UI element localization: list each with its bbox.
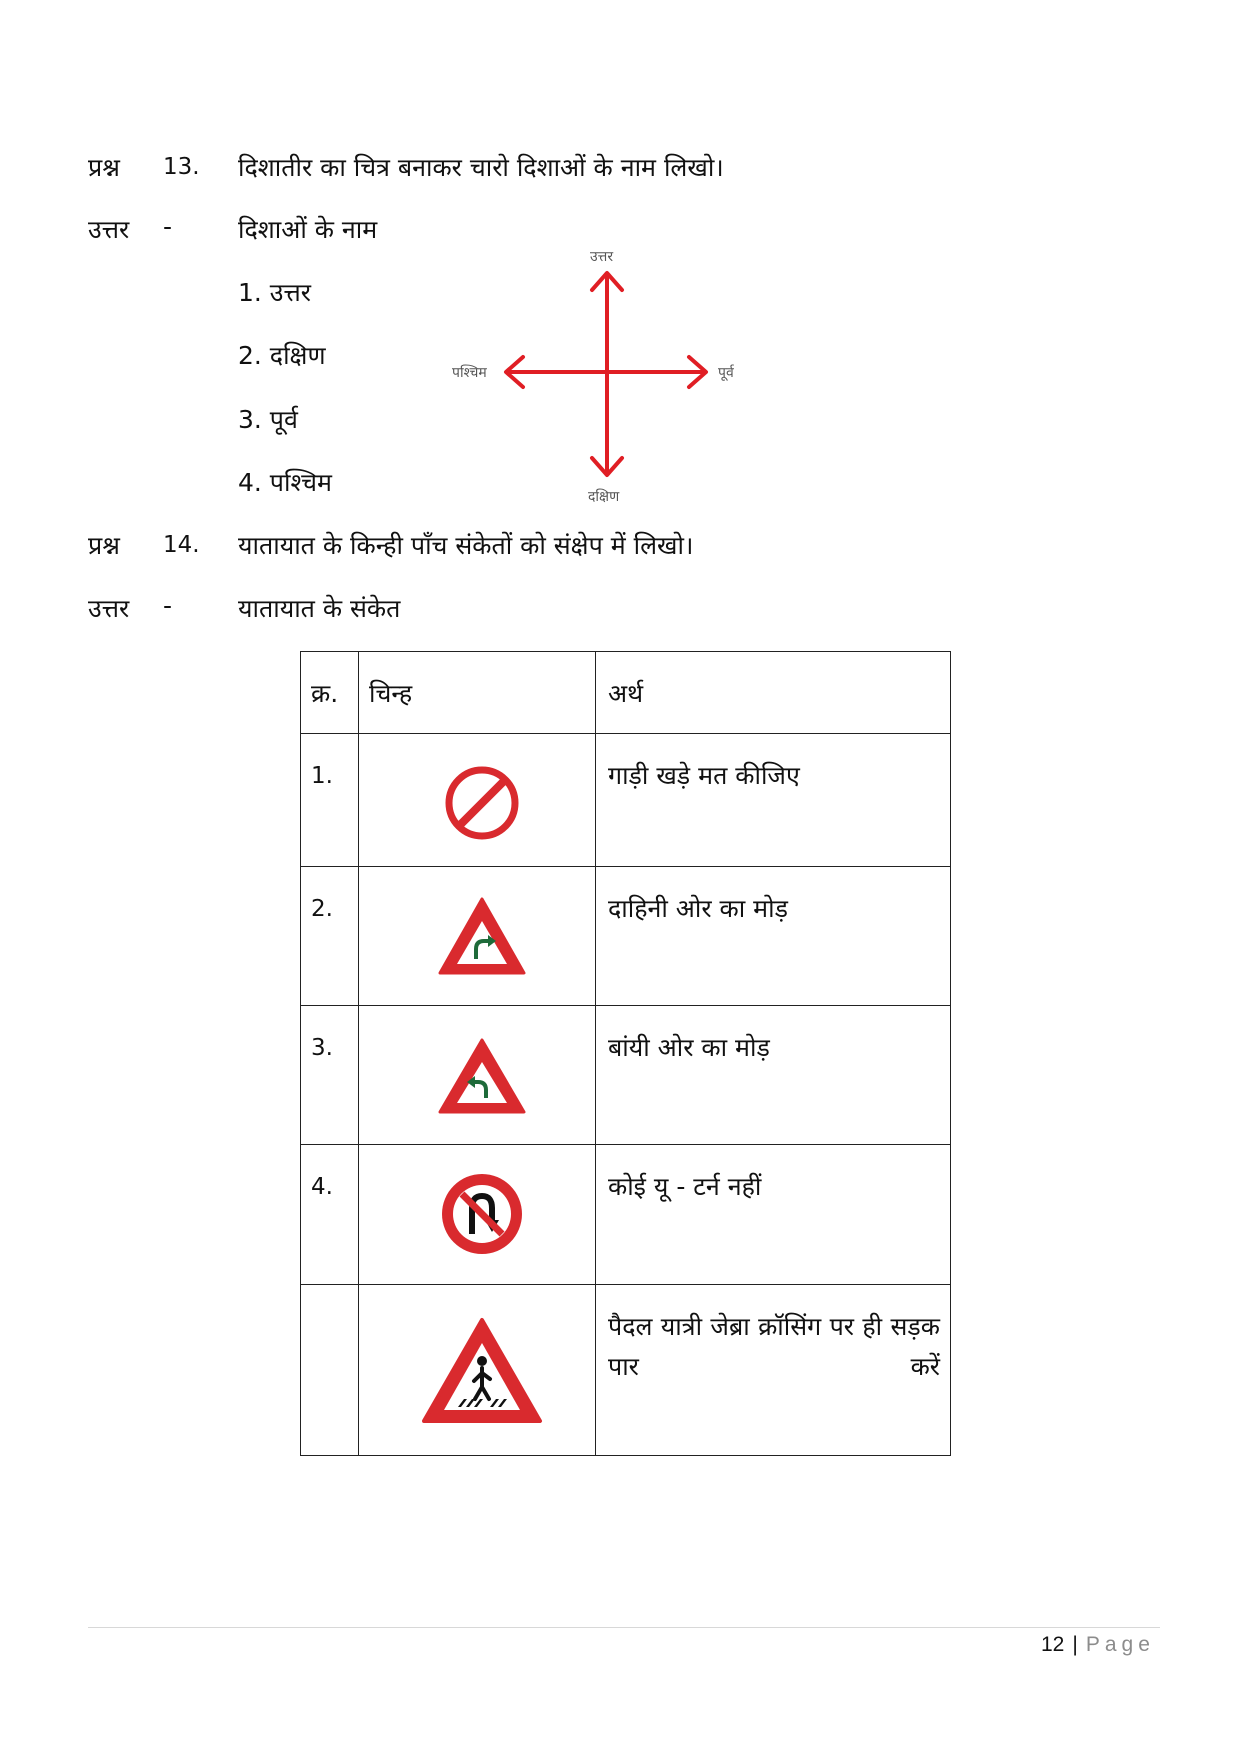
row-meaning-text: कोई यू - टर्न नहीं [608, 1172, 762, 1201]
left-turn-icon [369, 1036, 595, 1116]
q14-answer-label: उत्तर [88, 594, 130, 623]
q14-answer-title: यातायात के संकेत [238, 594, 401, 623]
direction-list-item: 2. दक्षिण [238, 341, 326, 370]
q13-answer-dash: - [163, 212, 173, 241]
row-meaning-text: पैदल यात्री जेब्रा क्रॉसिंग पर ही सड़क पार करें [608, 1312, 940, 1381]
q13-number: 13. [163, 154, 200, 180]
row-meaning-text: बांयी ओर का मोड़ [608, 1033, 770, 1062]
row-serial [301, 734, 359, 867]
row-serial [301, 867, 359, 1006]
row-serial-text: 3. [311, 1035, 333, 1061]
row-meaning [596, 1285, 951, 1456]
table-row [301, 1145, 951, 1285]
header-serial [301, 652, 359, 734]
right-turn-icon [369, 895, 595, 977]
q14-number: 14. [163, 532, 200, 558]
table-row [301, 1006, 951, 1145]
direction-list-item: 1. उत्तर [238, 278, 311, 307]
row-sign-cell [359, 1145, 596, 1285]
row-meaning-text: दाहिनी ओर का मोड़ [608, 894, 788, 923]
q13-answer-title: दिशाओं के नाम [238, 215, 378, 244]
row-serial [301, 1006, 359, 1145]
page-word: Page [1085, 1633, 1155, 1656]
row-meaning [596, 1006, 951, 1145]
no-u-turn-icon [369, 1170, 595, 1258]
q14-label: प्रश्न [88, 531, 120, 560]
row-serial-text: 2. [311, 896, 333, 922]
no-parking-icon [369, 763, 595, 843]
q14-answer-dash: - [163, 591, 173, 620]
footer-separator: | [1072, 1633, 1078, 1656]
compass-arrows [440, 245, 760, 510]
compass-south-label: दक्षिण [588, 489, 620, 505]
traffic-signs-table [300, 651, 951, 1456]
pedestrian-crossing-icon [369, 1315, 595, 1427]
header-sign [359, 652, 596, 734]
q13-answer-label: उत्तर [88, 215, 130, 244]
table-row [301, 1285, 951, 1456]
row-sign-cell [359, 1006, 596, 1145]
page-footer [1041, 1633, 1155, 1657]
table-row [301, 734, 951, 867]
q14-question-text: यातायात के किन्ही पाँच संकेतों को संक्षेप में लिखो। [238, 531, 694, 560]
row-meaning [596, 1145, 951, 1285]
row-serial-text: 1. [311, 763, 333, 789]
compass-diagram [440, 245, 760, 510]
header-meaning-text: अर्थ [608, 679, 644, 708]
row-sign-cell [359, 1285, 596, 1456]
compass-north-label: उत्तर [590, 249, 614, 265]
page-number: 12 [1041, 1633, 1065, 1656]
direction-list-item: 3. पूर्व [238, 405, 298, 434]
row-serial [301, 1145, 359, 1285]
q13-question-text: दिशातीर का चित्र बनाकर चारो दिशाओं के नाम लिखो। [238, 153, 724, 182]
row-serial [301, 1285, 359, 1456]
q13-label: प्रश्न [88, 153, 120, 182]
row-meaning [596, 734, 951, 867]
table-row [301, 867, 951, 1006]
row-meaning [596, 867, 951, 1006]
direction-list-item: 4. पश्चिम [238, 468, 332, 497]
footer-divider [88, 1627, 1160, 1628]
header-meaning [596, 652, 951, 734]
compass-east-label: पूर्व [718, 365, 734, 381]
row-meaning-text: गाड़ी खड़े मत कीजिए [608, 761, 800, 790]
row-sign-cell [359, 867, 596, 1006]
table-header-row [301, 652, 951, 734]
header-sign-text: चिन्ह [369, 679, 413, 708]
row-serial-text: 4. [311, 1174, 333, 1200]
row-sign-cell [359, 734, 596, 867]
compass-west-label: पश्चिम [452, 365, 487, 381]
header-serial-text: क्र. [311, 679, 339, 708]
